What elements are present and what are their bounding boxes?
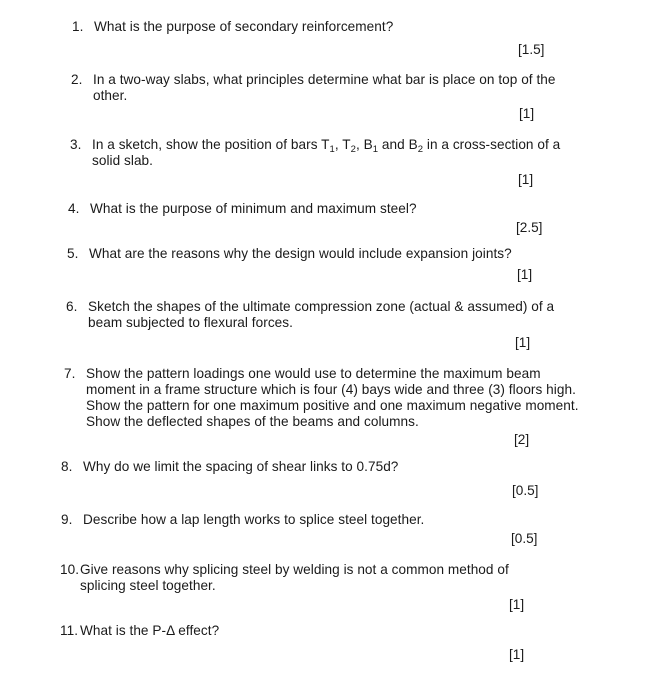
question-text: What is the purpose of secondary reinforcement?: [94, 19, 394, 34]
question-2: [71, 72, 581, 104]
question-number: 6.: [66, 299, 78, 314]
question-8: [61, 459, 581, 475]
marks-9: [0.5]: [511, 531, 538, 546]
question-number: 3.: [70, 137, 82, 152]
marks-1: [1.5]: [518, 42, 545, 57]
question-text: What is the purpose of minimum and maximum steel?: [90, 201, 417, 216]
marks-10: [1]: [509, 597, 525, 612]
question-5: [67, 246, 587, 262]
question-number: 4.: [68, 201, 80, 216]
question-1: [72, 19, 592, 35]
marks-5: [1]: [517, 267, 533, 282]
question-text: Sketch the shapes of the ultimate compression zone (actual & assumed) of a beam subjected to flexural forces.: [88, 299, 555, 330]
question-text: In a sketch, show the position of bars $T_1$, $T_2$, $B_1$ and $B_2$ in a cross-section of a solid slab.: [92, 137, 561, 168]
question-11: [60, 623, 540, 639]
question-text: Give reasons why splicing steel by welding is not a common method of splicing steel together.: [80, 562, 509, 593]
question-number: 8.: [61, 459, 73, 474]
question-9: [61, 512, 581, 528]
question-text: Describe how a lap length works to splice steel together.: [83, 512, 425, 527]
question-10: [60, 562, 540, 594]
question-number: 1.: [72, 19, 84, 34]
question-4: [68, 201, 588, 217]
question-number: 5.: [67, 246, 79, 261]
marks-3: [1]: [518, 172, 534, 187]
question-text: What is the P-Δ effect?: [80, 623, 220, 638]
marks-7: [2]: [514, 432, 530, 447]
question-7: [64, 366, 589, 430]
marks-2: [1]: [519, 106, 535, 121]
marks-11: [1]: [509, 647, 525, 662]
question-3: [70, 137, 585, 169]
question-number: 9.: [61, 512, 73, 527]
question-text: Why do we limit the spacing of shear links to 0.75d?: [83, 459, 399, 474]
marks-6: [1]: [515, 335, 531, 350]
question-text: Show the pattern loadings one would use to determine the maximum beam moment in a frame structure which is four (4) bays wide and three (3) floors high. Show the pattern for one maximum positive and one maximum negative moment. Show the deflected shapes of the beams and columns.: [86, 366, 579, 429]
question-number: 10.: [60, 562, 80, 577]
question-text: What are the reasons why the design would include expansion joints?: [89, 246, 512, 261]
marks-8: [0.5]: [512, 483, 539, 498]
question-number: 7.: [64, 366, 76, 381]
marks-4: [2.5]: [516, 220, 543, 235]
question-number: 2.: [71, 72, 83, 87]
question-text: In a two-way slabs, what principles determine what bar is place on top of the other.: [93, 72, 556, 103]
question-6: [66, 299, 586, 331]
question-number: 11.: [60, 623, 79, 638]
